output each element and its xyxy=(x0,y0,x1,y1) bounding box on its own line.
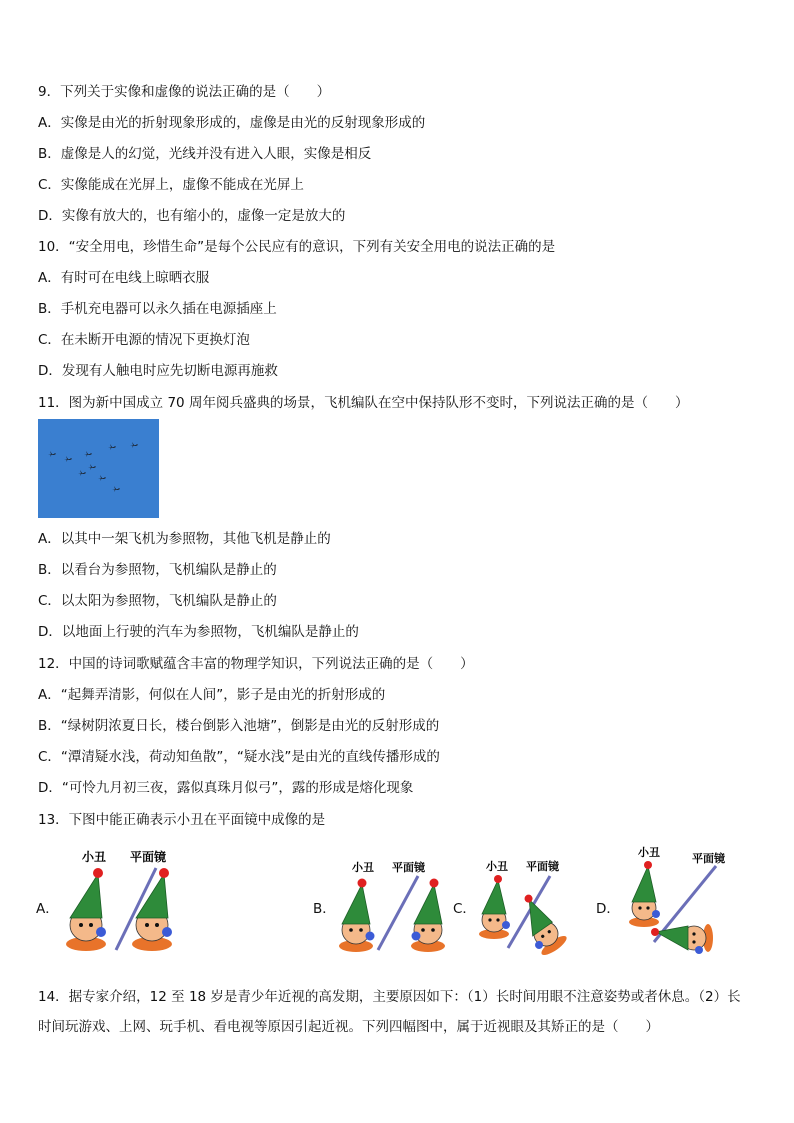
q10-stem: 10．“安全用电，珍惜生命”是每个公民应有的意识，下列有关安全用电的说法正确的是 xyxy=(38,239,556,255)
q10-option-a: A．有时可在电线上晾晒衣服 xyxy=(38,270,210,286)
q11-option-c: C．以太阳为参照物，飞机编队是静止的 xyxy=(38,593,277,609)
airshow-formation-photo xyxy=(38,419,159,518)
q13-figure-a xyxy=(60,846,190,958)
mirror-label: 平面镜 xyxy=(692,852,725,865)
q11-option-d: D．以地面上行驶的汽车为参照物，飞机编队是静止的 xyxy=(38,624,359,640)
q12-option-b: B．“绿树阴浓夏日长，楼台倒影入池塘”，倒影是由光的反射形成的 xyxy=(38,718,440,734)
q13-option-d-letter: D． xyxy=(596,901,620,917)
clown-image xyxy=(411,879,445,953)
clown-object xyxy=(629,861,660,927)
clown-object xyxy=(66,868,106,951)
q14-stem-line2: 时间玩游戏、上网、玩手机、看电视等原因引起近视。下列四幅图中，属于近视眼及其矫正的是（ ） xyxy=(38,1019,659,1035)
clown-object xyxy=(339,879,375,953)
q10-option-c: C．在未断开电源的情况下更换灯泡 xyxy=(38,332,250,348)
q13-option-b-letter: B． xyxy=(313,901,336,917)
q11-option-b: B．以看台为参照物，飞机编队是静止的 xyxy=(38,562,277,578)
q11-option-a: A．以其中一架飞机为参照物，其他飞机是静止的 xyxy=(38,531,331,547)
q13-figure-c xyxy=(476,856,588,960)
clown-image xyxy=(651,924,713,954)
clown-label: 小丑 xyxy=(82,850,107,864)
q13-figure-d xyxy=(624,842,742,962)
q13-stem: 13．下图中能正确表示小丑在平面镜中成像的是 xyxy=(38,812,326,828)
clown-object xyxy=(479,875,510,939)
q10-option-b: B．手机充电器可以永久插在电源插座上 xyxy=(38,301,277,317)
clown-image xyxy=(132,868,172,951)
q12-option-d: D．“可怜九月初三夜，露似真珠月似弓”，露的形成是熔化现象 xyxy=(38,780,414,796)
mirror-line xyxy=(378,876,418,950)
q10-option-d: D．发现有人触电时应先切断电源再施救 xyxy=(38,363,278,379)
mirror-label: 平面镜 xyxy=(526,860,559,873)
q13-option-a-letter: A． xyxy=(36,901,59,917)
clown-label: 小丑 xyxy=(486,860,508,873)
q12-stem: 12．中国的诗词歌赋蕴含丰富的物理学知识，下列说法正确的是（ ） xyxy=(38,656,474,672)
q13-figure-b xyxy=(336,858,448,958)
clown-label: 小丑 xyxy=(352,861,374,874)
mirror-label: 平面镜 xyxy=(392,861,425,874)
q11-stem: 11．图为新中国成立 70 周年阅兵盛典的场景，飞机编队在空中保持队形不变时，下列说法正确的是（ ） xyxy=(38,395,689,411)
q9-option-d: D．实像有放大的，也有缩小的，虚像一定是放大的 xyxy=(38,208,346,224)
q9-option-a: A．实像是由光的折射现象形成的，虚像是由光的反射现象形成的 xyxy=(38,115,426,131)
q9-option-b: B．虚像是人的幻觉，光线并没有进入人眼，实像是相反 xyxy=(38,146,372,162)
q12-option-a: A．“起舞弄清影，何似在人间”，影子是由光的折射形成的 xyxy=(38,687,386,703)
q12-option-c: C．“潭清疑水浅，荷动知鱼散”，“疑水浅”是由光的直线传播形成的 xyxy=(38,749,440,765)
q9-option-c: C．实像能成在光屏上，虚像不能成在光屏上 xyxy=(38,177,304,193)
q14-stem-line1: 14．据专家介绍，12 至 18 岁是青少年近视的高发期，主要原因如下：（1）长时间用眼不注意姿势或者休息。（2）长 xyxy=(38,989,741,1005)
q13-option-c-letter: C． xyxy=(453,901,476,917)
clown-image xyxy=(508,890,569,959)
clown-label: 小丑 xyxy=(638,846,660,859)
mirror-label: 平面镜 xyxy=(130,850,167,864)
q9-stem: 9．下列关于实像和虚像的说法正确的是（ ） xyxy=(38,84,331,100)
